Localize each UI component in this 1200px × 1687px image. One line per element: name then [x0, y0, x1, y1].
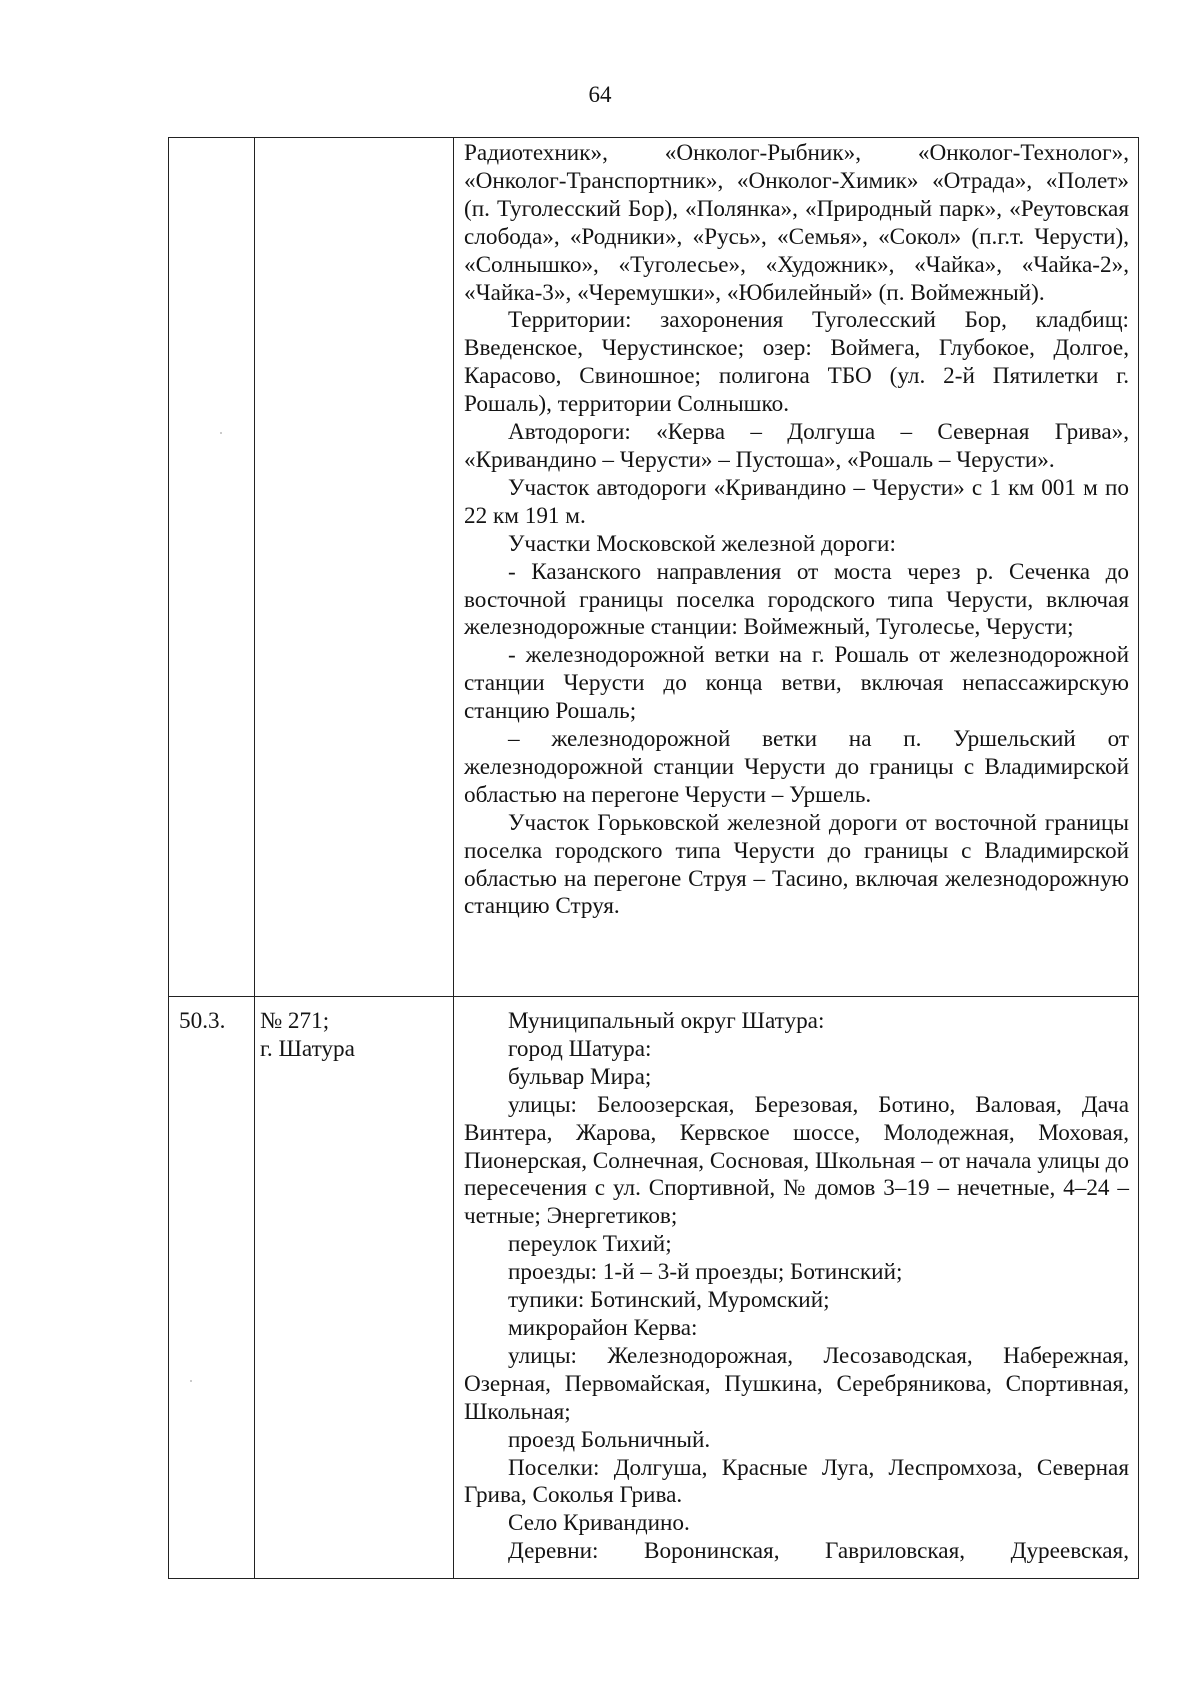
paragraph: улицы: Белоозерская, Березовая, Ботино, Валовая, Дача Винтера, Жарова, Кервское шоссе, Молодежная, Моховая, Пионерская, Солнечная, Сосновая, Школьная – от начала улицы до пересечения с ул. Спортивной, № домов 3–19 – нечетные, 4–24 – четные; Энергетиков;	[464, 1091, 1129, 1230]
paragraph: Радиотехник», «Онколог-Рыбник», «Онколог-Технолог», «Онколог-Транспортник», «Онколог-Химик» «Отрада», «Полет» (п. Туголесский Бор), «Полянка», «Природный парк», «Реутовская слобода», «Родники», «Русь», «Семья», «Сокол» (п.г.т. Черусти), «Солнышко», «Туголесье», «Художник», «Чайка», «Чайка-2», «Чайка-3», «Черемушки», «Юбилейный» (п. Воймежный).	[464, 140, 1129, 306]
column-divider	[453, 138, 454, 1578]
paragraph: микрорайон Керва:	[508, 1314, 698, 1341]
paragraph: - железнодорожной ветки на г. Рошаль от железнодорожной станции Черусти до конца ветви, включая непассажирскую станцию Рошаль;	[464, 642, 1129, 725]
paragraph: Участок автодороги «Кривандино – Черусти» с 1 км 001 м по 22 км 191 м.	[464, 474, 1129, 529]
paragraph: - Казанского направления от моста через р. Сеченка до восточной границы поселка городского типа Черусти, включая железнодорожные станции: Воймежный, Туголесье, Черусти;	[464, 558, 1129, 641]
paragraph: переулок Тихий;	[508, 1231, 672, 1258]
paragraph: проезды: 1-й – 3-й проезды; Ботинский;	[508, 1259, 903, 1286]
scan-speck	[190, 1380, 192, 1382]
district-id	[260, 1008, 446, 1064]
column-divider	[254, 138, 255, 1578]
district-table	[168, 137, 1139, 1579]
paragraph: проезд Больничный.	[508, 1426, 711, 1453]
paragraph: Деревни: Воронинская, Гавриловская, Дуреевская,	[508, 1538, 1129, 1565]
paragraph: Участки Московской железной дороги:	[508, 530, 896, 557]
paragraph: Автодороги: «Керва – Долгуша – Северная Грива», «Кривандино – Черусти» – Пустоша», «Рошаль – Черусти».	[464, 419, 1129, 473]
district-number: № 271;	[260, 1008, 330, 1034]
paragraph: Поселки: Долгуша, Красные Луга, Леспромхоза, Северная Грива, Соколья Грива.	[464, 1454, 1129, 1509]
paragraph: Муниципальный округ Шатура:	[508, 1008, 825, 1034]
row2-description	[464, 1008, 1129, 1566]
paragraph: Территории: захоронения Туголесский Бор, кладбищ: Введенское, Черустинское; озер: Воймега, Глубокое, Долгое, Карасово, Свиношное; полигона ТБО (ул. 2-й Пятилетки г. Рошаль), территории Солнышко.	[464, 307, 1129, 418]
paragraph: Участок Горьковской железной дороги от восточной границы поселка городского типа Черусти до границы с Владимирской областью на перегоне Струя – Тасино, включая железнодорожную станцию Струя.	[464, 809, 1129, 920]
paragraph: – железнодорожной ветки на п. Уршельский от железнодорожной станции Черусти до границы с Владимирской областью на перегоне Черусти – Уршель.	[464, 726, 1129, 808]
paragraph: бульвар Мира;	[508, 1063, 652, 1090]
row-number: 50.3.	[179, 1008, 226, 1034]
paragraph: улицы: Железнодорожная, Лесозаводская, Набережная, Озерная, Первомайская, Пушкина, Серебряникова, Спортивная, Школьная;	[464, 1342, 1129, 1425]
district-city: г. Шатура	[260, 1035, 355, 1062]
paragraph: Село Кривандино.	[508, 1510, 690, 1537]
paragraph: тупики: Ботинский, Муромский;	[508, 1287, 830, 1314]
row-divider	[169, 996, 1138, 997]
page-number: 64	[588, 82, 612, 107]
scan-speck	[220, 432, 222, 434]
row1-description	[464, 140, 1129, 921]
paragraph: город Шатура:	[508, 1035, 652, 1062]
